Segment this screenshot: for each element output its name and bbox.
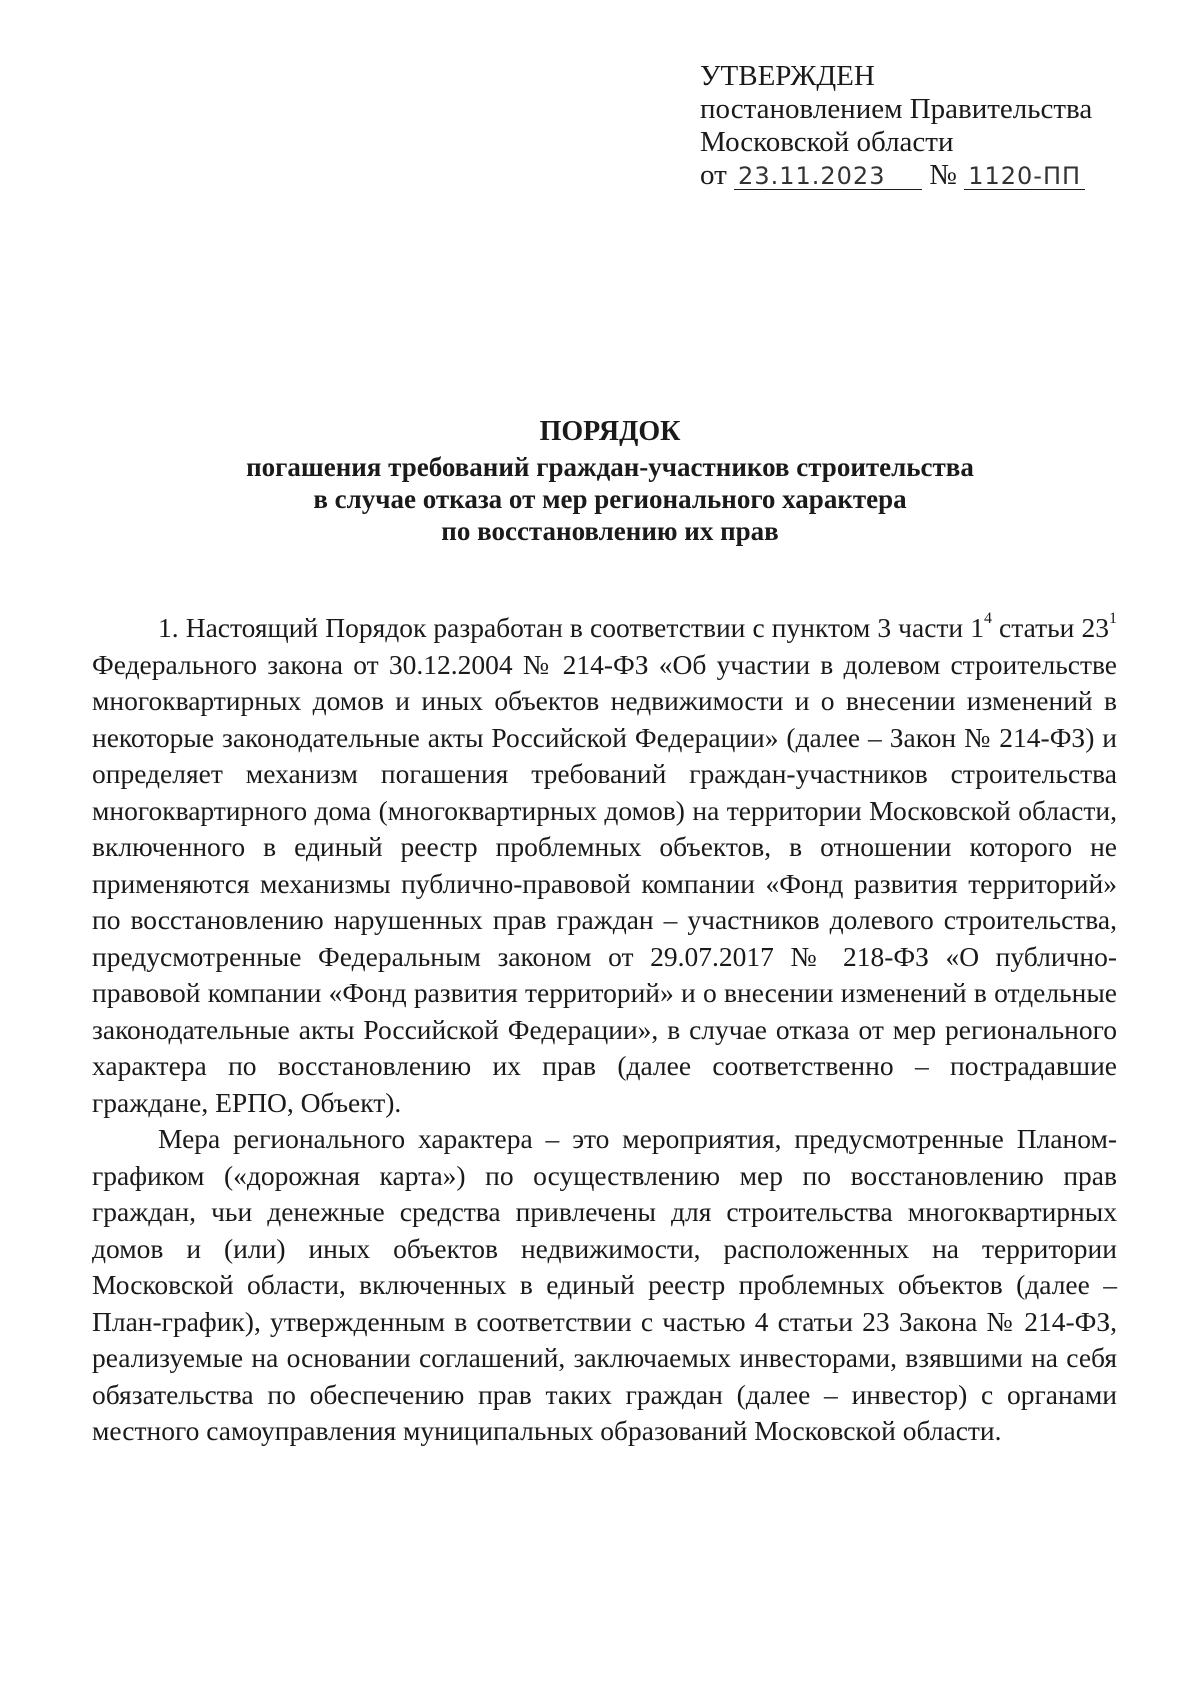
approval-date-line	[700, 159, 1092, 192]
title-main: ПОРЯДОК	[539, 416, 681, 447]
title-line-2: в случае отказа от мер регионального характера	[313, 484, 907, 514]
superscript-4: 4	[983, 609, 992, 627]
paragraph-1	[92, 610, 1117, 1121]
document-body	[92, 610, 1117, 1450]
superscript-1: 1	[1108, 609, 1117, 627]
date-prefix: от	[700, 159, 727, 191]
approval-stamp	[700, 60, 1092, 192]
title-line-1: погашения требований граждан-участников строительства	[246, 452, 974, 482]
approval-number: 1120-ПП	[964, 163, 1085, 190]
document-title	[120, 416, 1100, 547]
approval-date: 23.11.2023	[734, 163, 922, 190]
paragraph-1-article: статьи 23	[991, 612, 1109, 643]
paragraph-1-start: 1. Настоящий Порядок разработан в соответствии с пунктом 3 части 1	[158, 612, 984, 643]
title-line-3: по восстановлению их прав	[441, 516, 779, 546]
approval-authority: постановлением Правительства	[700, 93, 1093, 125]
approval-region: Московской области	[700, 126, 954, 158]
paragraph-1-rest: Федерального закона от 30.12.2004 № 214-ФЗ «Об участии в долевом строительстве многоквартирных домов и иных объектов недвижимости и о внесении изменений в некоторые законодательные акты Российской Федерации» (далее – Закон № 214-ФЗ) и определяет механизм погашения требований граждан-участников строительства многоквартирного дома (многоквартирных домов) на территории Московской области, включенного в единый реестр проблемных объектов, в отношении которого не применяются механизмы публично-правовой компании «Фонд развития территорий» по восстановлению нарушенных прав граждан – участников долевого строительства, предусмотренные Федеральным законом от 29.07.2017 № 218-ФЗ «О публично-правовой компании «Фонд развития территорий» и о внесении изменений в отдельные законодательные акты Российской Федерации», в случае отказа от мер регионального характера по восстановлению их прав (далее соответственно – пострадавшие граждане, ЕРПО, Объект).	[92, 648, 1117, 1118]
number-prefix: №	[929, 159, 957, 191]
approval-title: УТВЕРЖДЕН	[700, 60, 875, 92]
paragraph-2: Мера регионального характера – это мероприятия, предусмотренные Планом-графиком («дорожная карта») по осуществлению мер по восстановлению прав граждан, чьи денежные средства привлечены для строительства многоквартирных домов и (или) иных объектов недвижимости, расположенных на территории Московской области, включенных в единый реестр проблемных объектов (далее – План-график), утвержденным в соответствии с частью 4 статьи 23 Закона № 214-ФЗ, реализуемые на основании соглашений, заключаемых инвесторами, взявшими на себя обязательства по обеспечению прав таких граждан (далее – инвестор) с органами местного самоуправления муниципальных образований Московской области.	[92, 1123, 1117, 1446]
